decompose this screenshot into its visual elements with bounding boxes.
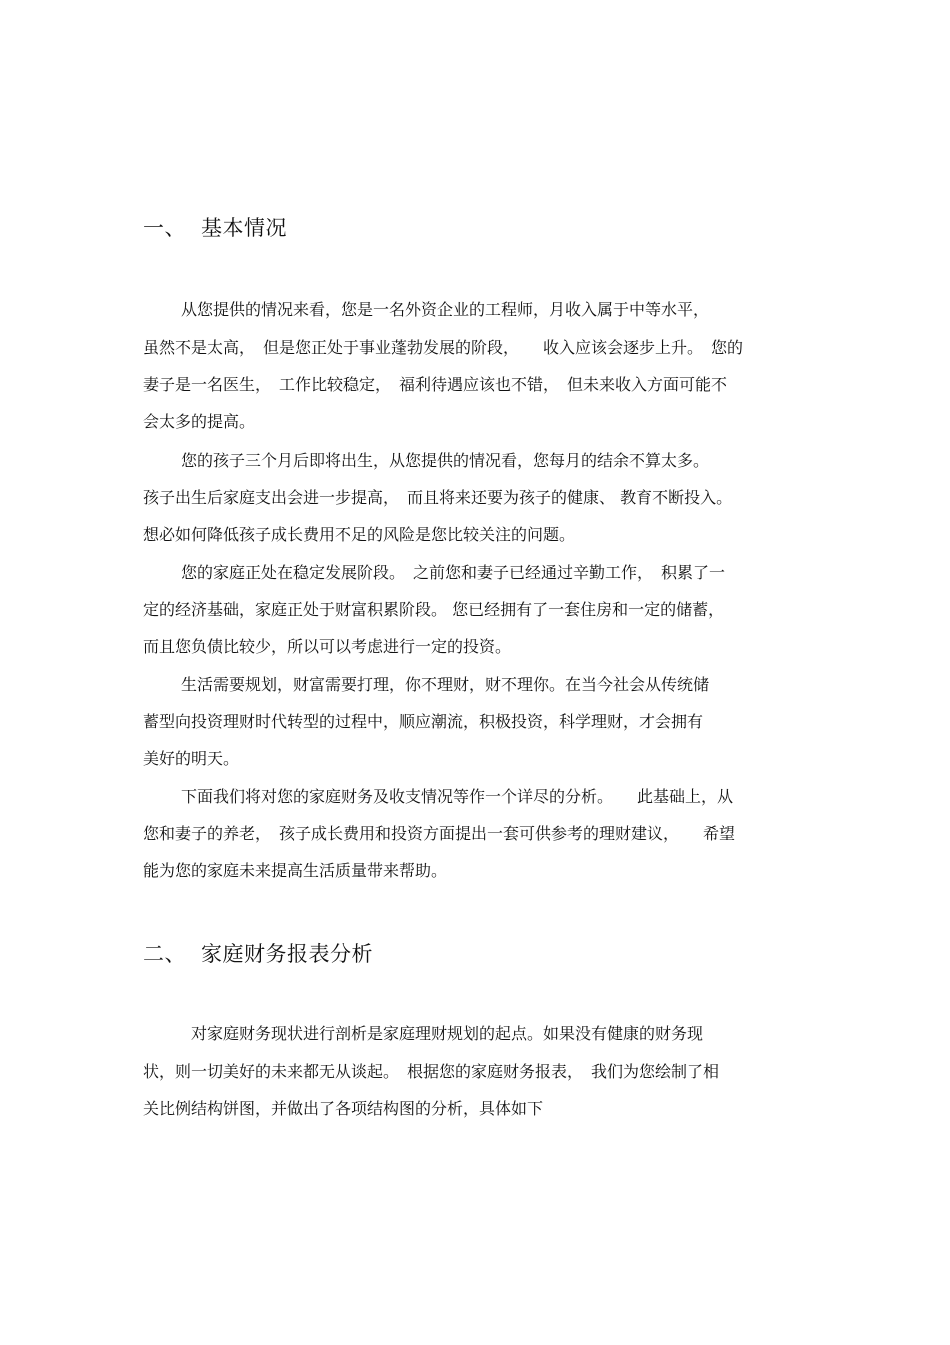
paragraph-line: 想必如何降低孩子成长费用不足的风险是您比较关注的问题。 — [143, 525, 576, 544]
paragraph-line: 生活需要规划，财富需要打理，你不理财，财不理你。在当今社会从传统储 — [181, 675, 710, 694]
paragraph-line: 孩子出生后家庭支出会进一步提高， 而且将来还要为孩子的健康、 教育不断投入。 — [143, 488, 733, 507]
section-heading-financial-analysis — [143, 940, 373, 968]
paragraph-line: 您的孩子三个月后即将出生，从您提供的情况看，您每月的结余不算太多。 — [181, 451, 710, 470]
paragraph-line: 您的家庭正处在稳定发展阶段。 之前您和妻子已经通过辛勤工作， 积累了一 — [181, 563, 726, 582]
paragraph-line: 定的经济基础，家庭正处于财富积累阶段。 您已经拥有了一套住房和一定的储蓄， — [143, 600, 725, 619]
section-number: 二、 — [143, 942, 186, 966]
paragraph-line: 而且您负债比较少，所以可以考虑进行一定的投资。 — [143, 637, 512, 656]
paragraph-line: 美好的明天。 — [143, 749, 240, 768]
paragraph-line: 虽然不是太高， 但是您正处于事业蓬勃发展的阶段， 收入应该会逐步上升。 您的 — [143, 338, 744, 357]
paragraph-line: 状，则一切美好的未来都无从谈起。 根据您的家庭财务报表， 我们为您绘制了相 — [143, 1062, 720, 1081]
paragraph-line: 对家庭财务现状进行剖析是家庭理财规划的起点。如果没有健康的财务现 — [191, 1024, 704, 1043]
paragraph-line: 下面我们将对您的家庭财务及收支情况等作一个详尽的分析。 此基础上，从 — [181, 787, 734, 806]
section-title: 家庭财务报表分析 — [201, 942, 373, 966]
paragraph-line: 您和妻子的养老， 孩子成长费用和投资方面提出一套可供参考的理财建议， 希望 — [143, 824, 736, 843]
paragraph-line: 蓄型向投资理财时代转型的过程中，顺应潮流，积极投资，科学理财，才会拥有 — [143, 712, 704, 731]
paragraph-line: 会太多的提高。 — [143, 412, 256, 431]
paragraph-line: 从您提供的情况来看，您是一名外资企业的工程师，月收入属于中等水平， — [181, 300, 710, 319]
paragraph-line: 妻子是一名医生， 工作比较稳定， 福利待遇应该也不错， 但未来收入方面可能不 — [143, 375, 728, 394]
paragraph-line: 关比例结构饼图，并做出了各项结构图的分析，具体如下 — [143, 1099, 544, 1118]
section-heading-basic-situation — [143, 214, 287, 242]
section-number: 一、 — [143, 216, 186, 240]
paragraph-line: 能为您的家庭未来提高生活质量带来帮助。 — [143, 861, 448, 880]
section-title: 基本情况 — [201, 216, 287, 240]
